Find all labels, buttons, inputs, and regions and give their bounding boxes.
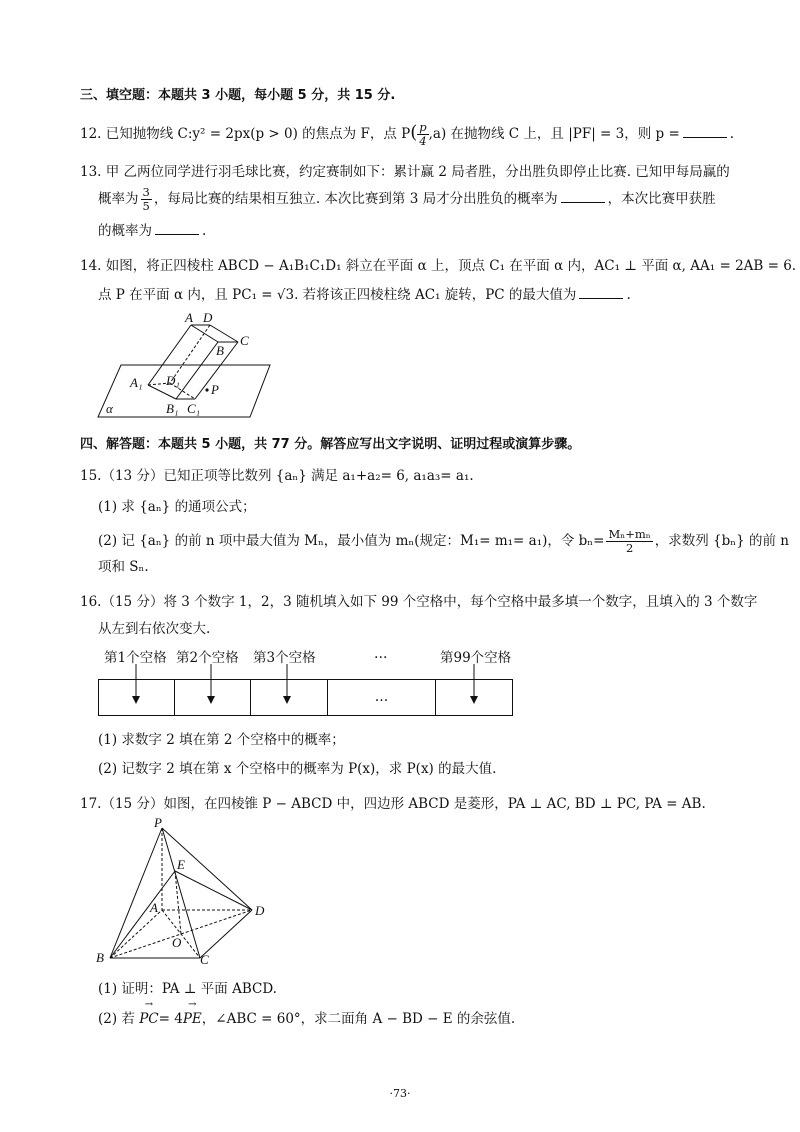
- q12-fraction: [417, 121, 428, 148]
- edge-AC: [162, 910, 200, 958]
- q16-label-1: 第1个空格: [104, 650, 167, 666]
- edge-BA: [110, 910, 162, 958]
- label-D: D: [203, 310, 213, 325]
- q14-line1: 14. 如图，将正四棱柱 ABCD − A₁B₁C₁D₁ 斜立在平面 α 上，顶点 C₁ 在平面 α 内，AC₁ ⊥ 平面 α, AA₁ = 2AB = 6.: [80, 258, 797, 274]
- q12-frac-den: 4: [419, 134, 427, 148]
- q12-text-b: ,a) 在抛物线 C 上，且 |PF| = 3，则 p =: [428, 126, 680, 142]
- q13-line3-a: 的概率为: [98, 223, 152, 239]
- label-B: B: [96, 950, 104, 965]
- q16-label-ellipsis: …: [374, 646, 388, 662]
- q13-line2: [98, 186, 716, 213]
- q16-part2: (2) 记数字 2 填在第 x 个空格中的概率为 P(x)，求 P(x) 的最大值.: [98, 761, 497, 777]
- label-E: E: [177, 857, 185, 872]
- label-A: A: [150, 900, 158, 915]
- q13-line2-c: ，本次比赛甲获胜: [607, 191, 716, 207]
- grid-ellipsis: …: [374, 689, 389, 705]
- label-B1: B₁: [166, 401, 179, 416]
- vector-PE: [182, 999, 202, 1029]
- edge-EO: [175, 871, 181, 934]
- q14-answer-blank[interactable]: [579, 284, 623, 299]
- q13-line2-b: ，每局比赛的结果相互独立. 本次比赛到第 3 局才分出胜负的概率为: [153, 191, 558, 207]
- q13-line1: 13. 甲 乙两位同学进行羽毛球比赛，约定赛制如下：累计赢 2 局者胜，分出胜负即停止比赛. 已知甲每局赢的: [80, 164, 730, 180]
- q12-frac-num: p: [419, 120, 427, 134]
- q16-part1: (1) 求数字 2 填在第 2 个空格中的概率；: [98, 732, 345, 748]
- q13-line3: [98, 220, 206, 241]
- q16-line2: 从左到右依次变大.: [98, 621, 211, 637]
- label-alpha: α: [106, 401, 113, 416]
- edge-PB: [110, 828, 162, 958]
- vector-PC: [139, 999, 159, 1029]
- q13-line3-b: .: [202, 223, 207, 239]
- q13-answer-blank-1[interactable]: [561, 188, 605, 203]
- q14-line2-b: .: [626, 287, 631, 303]
- section3-heading: 三、填空题：本题共 3 小题，每小题 5 分，共 15 分.: [80, 88, 396, 103]
- q13-frac-den: 5: [142, 199, 150, 213]
- q17-part2-c: ，∠ABC = 60°，求二面角 A − BD − E 的余弦值.: [201, 1011, 516, 1027]
- vector-PE-arrow-icon: →: [188, 999, 197, 1010]
- label-A: A: [185, 310, 193, 325]
- q14-line2: [98, 284, 631, 305]
- q13-answer-blank-2[interactable]: [155, 220, 199, 235]
- q15-frac-num: Mₙ+mₙ: [608, 527, 651, 541]
- label-C: C: [200, 952, 209, 966]
- page-number: ·73·: [389, 1087, 411, 1100]
- q16-line1: 16.（15 分）将 3 个数字 1，2，3 随机填入如下 99 个空格中，每个空格中最多填一个数字，且填入的 3 个数字: [80, 594, 758, 610]
- q15-part2-cont: 项和 Sₙ.: [98, 559, 149, 575]
- q12: [80, 121, 734, 148]
- label-A1: A₁: [130, 375, 143, 390]
- edge-ED: [175, 871, 252, 910]
- q12-text-a: 12. 已知抛物线 C:y² = 2px(p > 0) 的焦点为 F，点 P: [80, 126, 411, 142]
- q16-arrows: [98, 664, 518, 706]
- q15-part2: [98, 528, 789, 555]
- q17-part2: [98, 999, 516, 1029]
- q17-figure: [92, 816, 282, 966]
- q16-label-2: 第2个空格: [176, 650, 239, 666]
- label-C: C: [240, 333, 249, 348]
- q15-line1: 15.（13 分）已知正项等比数列 {aₙ} 满足 a₁+a₂= 6, a₁a₃= a₁.: [80, 468, 474, 484]
- arrowhead-2: [207, 696, 215, 704]
- q13-frac-num: 3: [142, 185, 150, 199]
- q13-line2-a: 概率为: [98, 191, 139, 207]
- q14-figure: [90, 305, 280, 420]
- q16-label-99: 第99个空格: [440, 650, 512, 666]
- point-P: [205, 388, 208, 391]
- vector-PC-text: PC: [139, 1011, 159, 1027]
- edge-PD: [162, 828, 252, 910]
- vector-PC-arrow-icon: →: [144, 999, 154, 1010]
- q13-fraction: [141, 186, 152, 213]
- q14-line2-a: 点 P 在平面 α 内，且 PC₁ = √3. 若将该正四棱柱绕 AC₁ 旋转，PC 的最大值为: [98, 287, 577, 303]
- arrowhead-1: [132, 696, 140, 704]
- arrowhead-3: [283, 696, 291, 704]
- plane-alpha: [98, 365, 270, 417]
- edge-CD: [200, 910, 252, 958]
- label-D: D: [255, 903, 265, 918]
- label-D1: D₁: [166, 373, 180, 388]
- q12-paren: (: [410, 122, 418, 143]
- q15-part1: (1) 求 {aₙ} 的通项公式；: [98, 499, 256, 515]
- label-C1: C₁: [187, 401, 201, 416]
- q15-fraction: [606, 528, 652, 555]
- label-P: P: [154, 816, 162, 830]
- q12-text-c: .: [729, 126, 735, 142]
- label-P: P: [211, 382, 219, 397]
- vector-PE-text: PE: [182, 1011, 202, 1027]
- q17-part2-a: (2) 若: [98, 1011, 135, 1027]
- q17-line1: 17.（15 分）如图，在四棱锥 P − ABCD 中，四边形 ABCD 是菱形，PA ⊥ AC, BD ⊥ PC, PA = AB.: [80, 796, 706, 812]
- label-B: B: [216, 343, 224, 358]
- q17-part2-b: = 4: [158, 1011, 183, 1027]
- q17-part1: (1) 证明：PA ⊥ 平面 ABCD.: [98, 981, 277, 997]
- q12-answer-blank[interactable]: [683, 123, 727, 138]
- section4-heading: 四、解答题：本题共 5 小题，共 77 分。解答应写出文字说明、证明过程或演算步骤。: [80, 437, 581, 452]
- q16-label-3: 第3个空格: [253, 650, 316, 666]
- q15-part2-b: ，求数列 {bₙ} 的前 n: [654, 533, 789, 549]
- label-O: O: [172, 935, 182, 950]
- q15-part2-a: (2) 记 {aₙ} 的前 n 项中最大值为 Mₙ，最小值为 mₙ(规定：M₁= m₁= a₁)，令 bₙ=: [98, 533, 605, 549]
- arrowhead-99: [470, 696, 478, 704]
- q15-frac-den: 2: [625, 541, 634, 555]
